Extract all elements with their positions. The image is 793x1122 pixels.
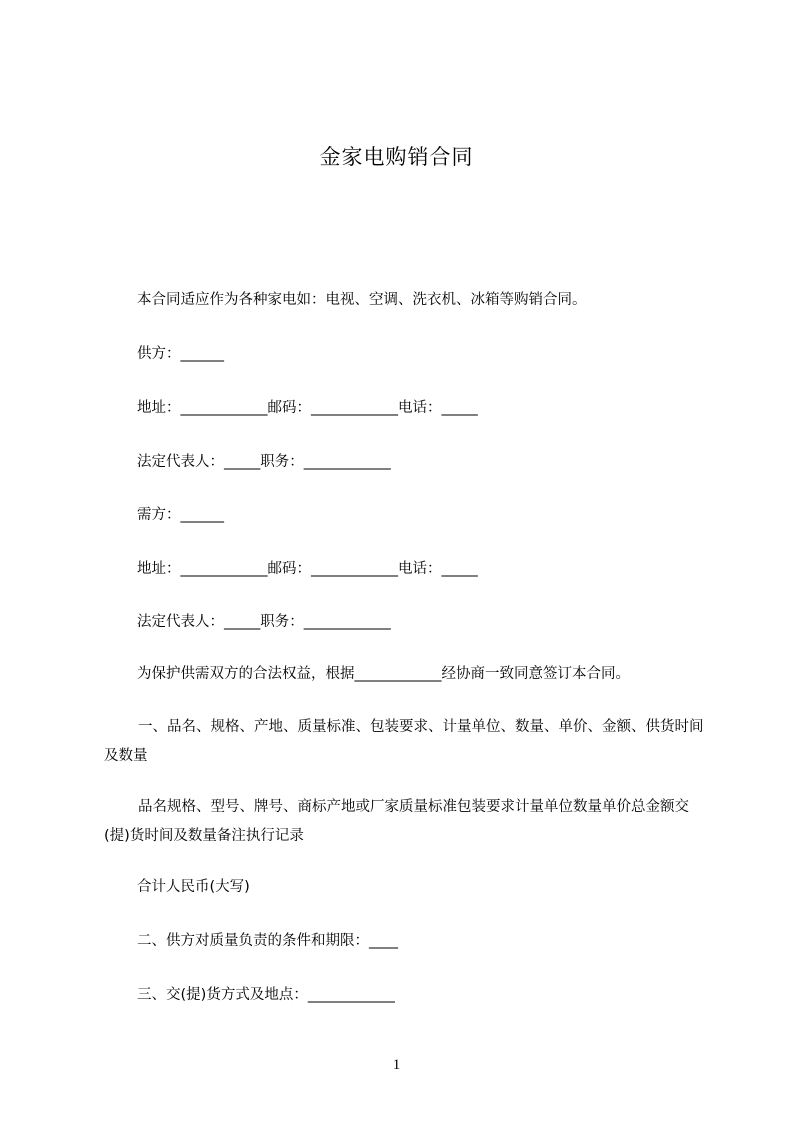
clause-one-detail: 品名规格、型号、牌号、商标产地或厂家质量标准包装要求计量单位数量单价总金额交(提)货时间及数量备注执行记录: [104, 799, 689, 844]
clause-one: 一、品名、规格、产地、质量标准、包装要求、计量单位、数量、单价、金额、供货时间及数量: [104, 719, 704, 764]
clause-two: 二、供方对质量负责的条件和期限：____: [137, 933, 398, 949]
buyer-line: 需方：______: [137, 507, 224, 523]
clause-three: 三、交(提)货方式及地点：____________: [137, 987, 395, 1003]
supplier-address-line: 地址：____________邮码：____________电话：_____: [137, 400, 478, 416]
buyer-representative-line: 法定代表人：_____职务：____________: [137, 614, 391, 630]
intro-line: 本合同适应作为各种家电如：电视、空调、洗衣机、冰箱等购销合同。: [137, 292, 587, 308]
page-number: 1: [392, 1057, 401, 1073]
supplier-line: 供方：______: [137, 346, 224, 362]
purpose-line: 为保护供需双方的合法权益，根据____________经协商一致同意签订本合同。: [137, 666, 630, 682]
total-amount-line: 合计人民币(大写): [137, 879, 250, 895]
supplier-representative-line: 法定代表人：_____职务：____________: [137, 454, 391, 470]
page-title: 金家电购销合同: [319, 145, 474, 169]
buyer-address-line: 地址：____________邮码：____________电话：_____: [137, 561, 478, 577]
